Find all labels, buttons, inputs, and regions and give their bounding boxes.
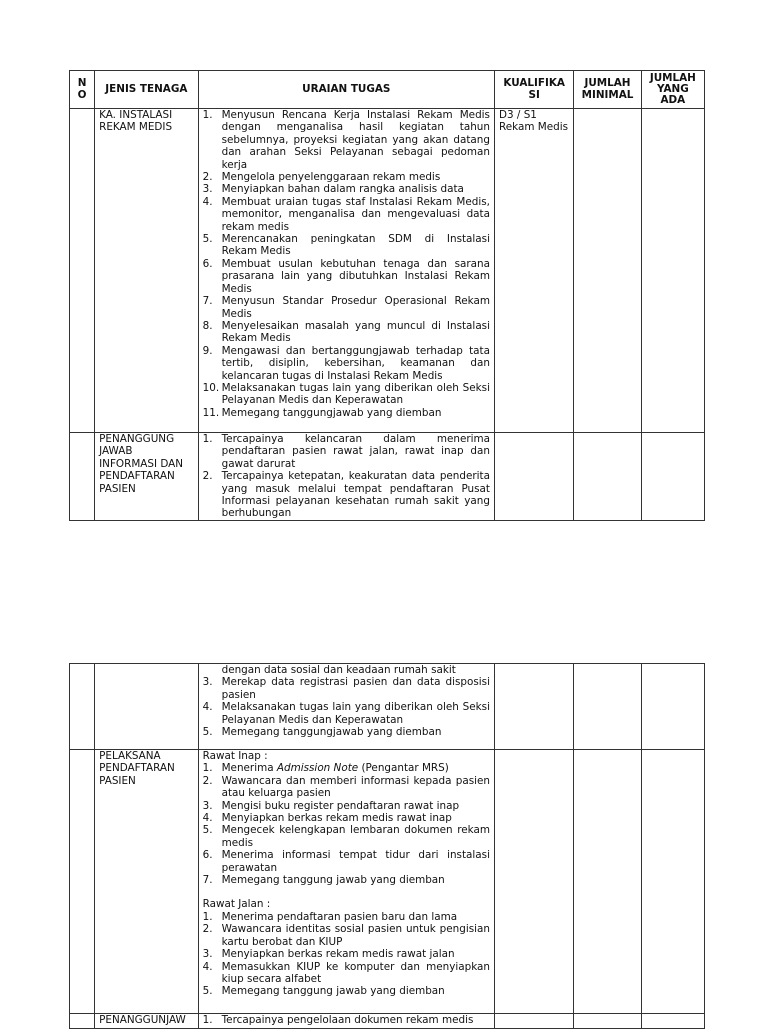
- task-text: Memegang tanggungjawab yang diemban: [221, 726, 442, 739]
- cell-uraian-tugas: [198, 664, 494, 750]
- task-list: [203, 433, 490, 519]
- cell-kualifikasi: [494, 433, 573, 521]
- cell-no: [70, 1014, 95, 1029]
- task-text: Memasukkan KIUP ke komputer dan menyiapkan kiup secara alfabet: [221, 960, 490, 985]
- task-item: [203, 849, 490, 874]
- task-text: Menyiapkan bahan dalam rangka analisis data: [221, 183, 464, 196]
- task-number: 2.: [202, 470, 213, 483]
- cell-no: [70, 664, 95, 750]
- header-uraian-tugas: URAIAN TUGAS: [198, 71, 494, 109]
- cell-kualifikasi: [494, 1014, 573, 1029]
- task-text: Membuat usulan kebutuhan tenaga dan sarana prasarana lain yang dibutuhkan Instalasi Rekam Medis: [221, 257, 490, 295]
- task-text: Membuat uraian tugas staf Instalasi Rekam Medis, memonitor, menganalisa dan mengevaluasi data rekam medis: [221, 195, 490, 233]
- task-number: 7.: [202, 295, 213, 308]
- task-text: Memegang tanggung jawab yang diemban: [221, 874, 445, 887]
- task-item: [203, 407, 490, 419]
- task-number: 1.: [202, 762, 213, 775]
- task-number: 3.: [202, 183, 213, 196]
- task-number: 4.: [202, 960, 213, 973]
- task-number: 3.: [202, 676, 213, 689]
- task-item: [203, 948, 490, 960]
- task-item: [203, 961, 490, 986]
- task-item: [203, 824, 490, 849]
- task-item: [203, 800, 490, 812]
- task-list: [203, 109, 490, 419]
- task-number: 9.: [202, 344, 213, 357]
- task-number: 2.: [202, 923, 213, 936]
- task-text: Memegang tanggung jawab yang diemban: [221, 985, 445, 998]
- task-text: [222, 762, 490, 774]
- cell-jenis-tenaga: [95, 1014, 198, 1029]
- task-number: [203, 664, 222, 676]
- cell-no: [70, 750, 95, 1014]
- cell-jumlah-yang-ada: [641, 433, 704, 521]
- task-text: Mengecek kelengkapan lembaran dokumen rekam medis: [221, 824, 490, 849]
- task-text: Menyiapkan berkas rekam medis rawat jalan: [221, 948, 455, 961]
- task-number: 3.: [202, 799, 213, 812]
- task-number: 5.: [202, 824, 213, 837]
- cell-jenis-tenaga: PELAKSANA PENDAFTARAN PASIEN: [95, 750, 198, 1014]
- task-number: 11.: [202, 406, 220, 419]
- header-jumlah-minimal: JUMLAH MINIMAL: [574, 71, 641, 109]
- cell-jumlah-yang-ada: [641, 109, 704, 433]
- task-number: 5.: [202, 233, 213, 246]
- task-text: Menyusun Standar Prosedur Operasional Rekam Medis: [221, 295, 490, 320]
- task-item: [203, 382, 490, 407]
- task-text: Mengelola penyelenggaraan rekam medis: [221, 171, 441, 184]
- task-number: 4.: [202, 195, 213, 208]
- task-text: Tercapainya kelancaran dalam menerima pendaftaran pasien rawat jalan, rawat inap dan gawat darurat: [221, 433, 490, 470]
- task-list: [203, 664, 490, 738]
- cell-no: [70, 109, 95, 433]
- task-item: [203, 874, 490, 886]
- task-number: 1.: [202, 1014, 213, 1026]
- cell-jumlah-minimal: [574, 750, 641, 1014]
- task-text: Mengawasi dan bertanggungjawab terhadap tata tertib, disiplin, kebersihan, keamanan dan kelancaran tugas di Instalasi Rekam Medis: [221, 344, 490, 382]
- task-number: 6.: [202, 849, 213, 862]
- task-number: 3.: [202, 948, 213, 961]
- header-jenis-tenaga: JENIS TENAGA: [95, 71, 198, 109]
- task-item: [203, 701, 490, 726]
- cell-jenis-tenaga: [95, 664, 198, 750]
- task-text: Melaksanakan tugas lain yang diberikan oleh Seksi Pelayanan Medis dan Keperawatan: [221, 701, 490, 726]
- task-item: [203, 345, 490, 382]
- header-no: N O: [70, 71, 95, 109]
- table-row-pj-informasi-continued: [70, 664, 705, 750]
- cell-uraian-tugas: [198, 1014, 494, 1029]
- cell-jumlah-minimal: [574, 433, 641, 521]
- cell-jenis-tenaga: KA. INSTALASI REKAM MEDIS: [95, 109, 198, 433]
- task-number: 2.: [202, 774, 213, 787]
- task-number: 1.: [202, 910, 213, 923]
- task-number: 7.: [202, 874, 213, 887]
- cell-no: [70, 433, 95, 521]
- task-item: [203, 258, 490, 295]
- task-number: 1.: [202, 433, 213, 445]
- task-item: [203, 295, 490, 320]
- task-number: 6.: [202, 257, 213, 270]
- task-text: Menerima informasi tempat tidur dari instalasi perawatan: [221, 849, 490, 874]
- task-item: [203, 775, 490, 800]
- cell-uraian-tugas: [198, 109, 494, 433]
- task-text: Menyusun Rencana Kerja Instalasi Rekam Medis dengan menganalisa hasil kegiatan tahun sebelumnya, proyeksi kegiatan yang akan datang dan arahan Seksi Pelayanan sebagai pedoman kerja: [221, 109, 490, 171]
- task-item: [203, 470, 490, 519]
- task-item: [203, 726, 490, 738]
- task-item: [203, 433, 490, 470]
- task-item: [203, 762, 490, 774]
- tenaga-table-page2: [69, 663, 705, 1029]
- task-item: [203, 233, 490, 258]
- task-text: Wawancara dan memberi informasi kepada pasien atau keluarga pasien: [221, 774, 490, 800]
- cell-uraian-tugas: [198, 750, 494, 1014]
- table-row-pj-dokumen: [70, 1014, 705, 1029]
- task-number: 2.: [202, 171, 213, 184]
- tenaga-table-page1: [69, 70, 705, 521]
- task-text: Tercapainya pengelolaan dokumen rekam medis: [221, 1014, 474, 1026]
- rawat-jalan-title: Rawat Jalan :: [202, 898, 271, 911]
- table-row-pj-informasi: [70, 433, 705, 521]
- task-item: [203, 812, 490, 824]
- cell-uraian-tugas: [198, 433, 494, 521]
- task-number: 4.: [202, 812, 213, 825]
- task-item: [203, 109, 490, 171]
- task-text: Wawancara identitas sosial pasien untuk pengisian kartu berobat dan KIUP: [221, 923, 490, 948]
- cell-jumlah-yang-ada: [641, 664, 704, 750]
- task-text: Memegang tanggungjawab yang diemban: [221, 406, 442, 419]
- task-item: [203, 676, 490, 701]
- task-text: Melaksanakan tugas lain yang diberikan oleh Seksi Pelayanan Medis dan Keperawatan: [221, 381, 490, 407]
- task-text: Menyelesaikan masalah yang muncul di Instalasi Rekam Medis: [221, 319, 490, 345]
- table-header-row: [70, 71, 705, 109]
- cell-jumlah-minimal: [574, 1014, 641, 1029]
- task-item: [203, 320, 490, 345]
- rawat-inap-title: Rawat Inap :: [202, 750, 268, 762]
- table-row-pelaksana-pendaftaran: [70, 750, 705, 1014]
- cell-kualifikasi: [494, 664, 573, 750]
- cell-jumlah-yang-ada: [641, 1014, 704, 1029]
- cell-kualifikasi: [494, 750, 573, 1014]
- table-row-ka-instalasi: [70, 109, 705, 433]
- task-text: Mengisi buku register pendaftaran rawat inap: [221, 799, 460, 812]
- task-text: dengan data sosial dan keadaan rumah sakit: [221, 664, 456, 676]
- task-text-emphasis: Admission Note: [276, 762, 359, 775]
- jenis-tenaga-text: PENANGGUNJAW: [99, 1014, 186, 1026]
- task-text-part: Menerima: [221, 762, 277, 775]
- task-text: Merekap data registrasi pasien dan data disposisi pasien: [221, 676, 490, 701]
- task-item: [203, 183, 490, 195]
- task-number: 5.: [202, 985, 213, 998]
- task-item: [203, 171, 490, 183]
- task-item: [203, 196, 490, 233]
- task-text: Menerima pendaftaran pasien baru dan lama: [221, 910, 458, 923]
- task-number: 8.: [202, 319, 213, 332]
- task-text: Tercapainya ketepatan, keakuratan data penderita yang masuk melalui tempat pendaftaran Pusat Informasi pelayanan kesehatan rumah sakit yang berhubungan: [221, 470, 490, 519]
- cell-jumlah-minimal: [574, 664, 641, 750]
- task-number: 10.: [202, 381, 220, 394]
- spacer: [203, 886, 490, 898]
- task-item: [203, 985, 490, 997]
- cell-jumlah-yang-ada: [641, 750, 704, 1014]
- task-list-rawat-inap: [203, 762, 490, 886]
- header-kualifikasi: KUALIFIKA SI: [494, 71, 573, 109]
- cell-kualifikasi: D3 / S1 Rekam Medis: [494, 109, 573, 433]
- header-jumlah-yang-ada: JUMLAH YANG ADA: [641, 71, 704, 109]
- task-list-rawat-jalan: [203, 911, 490, 998]
- task-text: Merencanakan peningkatan SDM di Instalasi Rekam Medis: [221, 233, 490, 258]
- task-item: [203, 1014, 490, 1026]
- task-item: [203, 923, 490, 948]
- task-item: [203, 911, 490, 923]
- cell-jumlah-minimal: [574, 109, 641, 433]
- task-item: [203, 664, 490, 676]
- task-list: [203, 1014, 490, 1026]
- task-text-part: (Pengantar MRS): [358, 762, 449, 775]
- task-number: 5.: [202, 726, 213, 739]
- cell-jenis-tenaga: PENANGGUNG JAWAB INFORMASI DAN PENDAFTARAN PASIEN: [95, 433, 198, 521]
- task-text: Menyiapkan berkas rekam medis rawat inap: [221, 812, 452, 825]
- task-number: 4.: [202, 701, 213, 714]
- task-number: 1.: [202, 109, 213, 121]
